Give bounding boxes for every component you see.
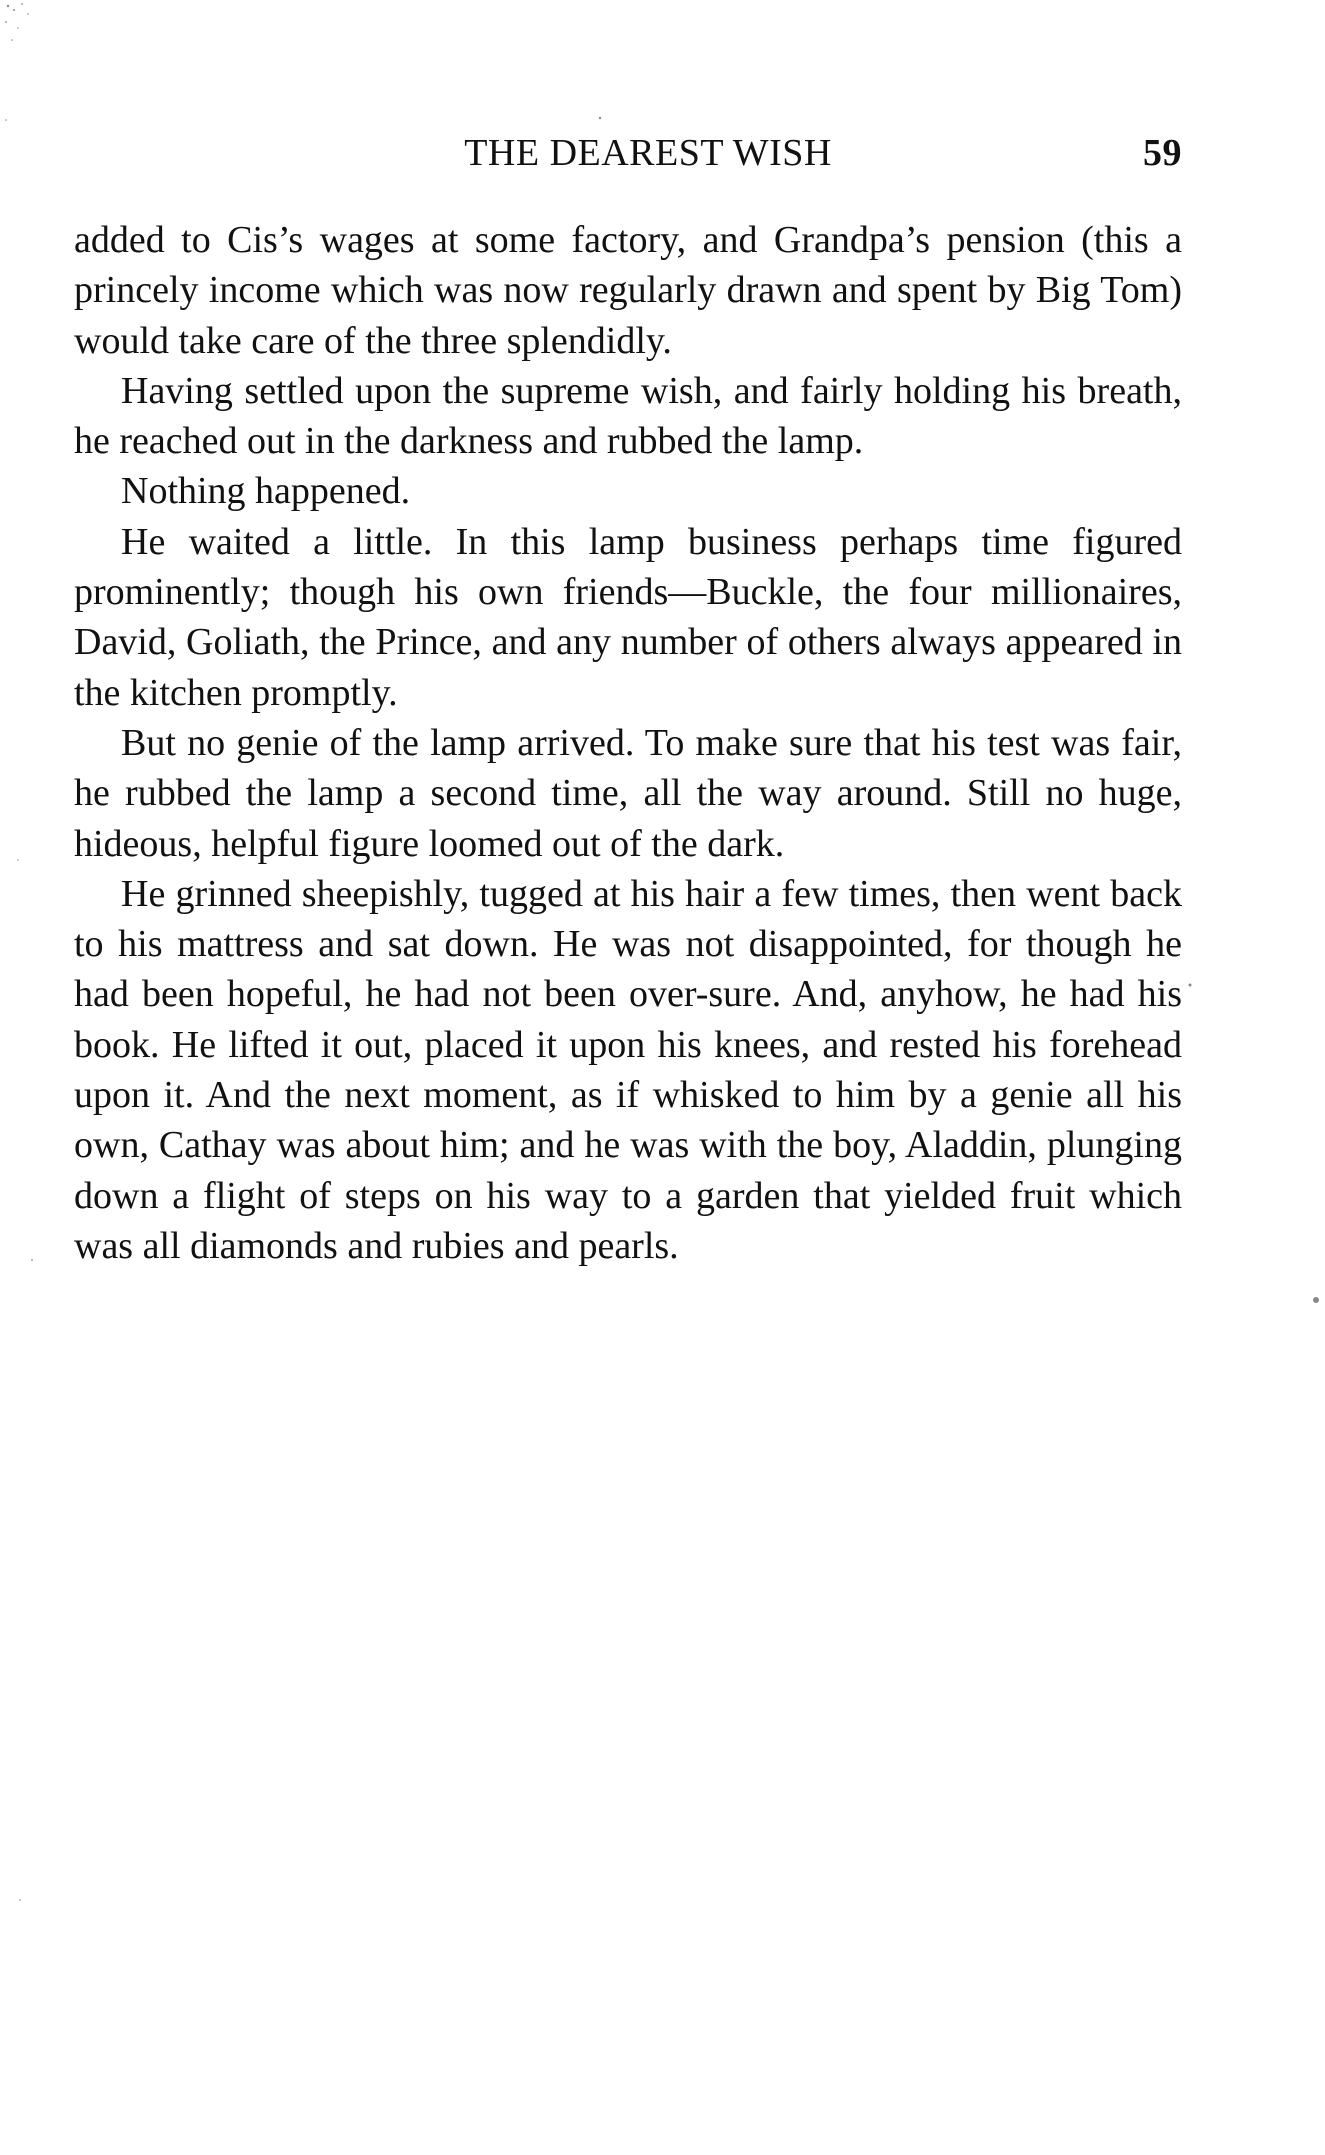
paragraph: He waited a little. In this lamp business perhaps time figured prominently; though his own friends—Buckle, the four millionaires, David, Goliath, the Prince, and any number of others always appeared in the kitchen promptly. — [74, 520, 1182, 714]
body-text — [74, 215, 1182, 1271]
paragraph: He grinned sheepishly, tugged at his hair a few times, then went back to his mattress and sat down. He was not disappointed, for though he had been hopeful, he had not been over-sure. And, anyhow, he had his book. He lifted it out, placed it upon his knees, and rested his forehead upon it. And the next moment, as if whisked to him by a genie all his own, Cathay was about him; and he was with the boy, Aladdin, plunging down a flight of steps on his way to a garden that yielded fruit which was all diamonds and rubies and pearls. — [74, 872, 1182, 1267]
paragraph: Nothing happened. — [121, 470, 411, 513]
running-head — [74, 128, 1182, 178]
paragraph: But no genie of the lamp arrived. To make sure that his test was fair, he rubbed the lamp a second time, all the way around. Still no huge, hideous, helpful figure loomed out of the dark. — [74, 721, 1182, 865]
running-title: THE DEAREST WISH — [464, 132, 832, 174]
page-number: 59 — [1143, 132, 1182, 174]
paragraph: added to Cis’s wages at some factory, and Grandpa’s pension (this a princely income which was now regularly drawn and spent by Big Tom) would take care of the three splendidly. — [74, 219, 1182, 362]
paragraph: Having settled upon the supreme wish, and fairly holding his breath, he reached out in the darkness and rubbed the lamp. — [74, 369, 1182, 463]
